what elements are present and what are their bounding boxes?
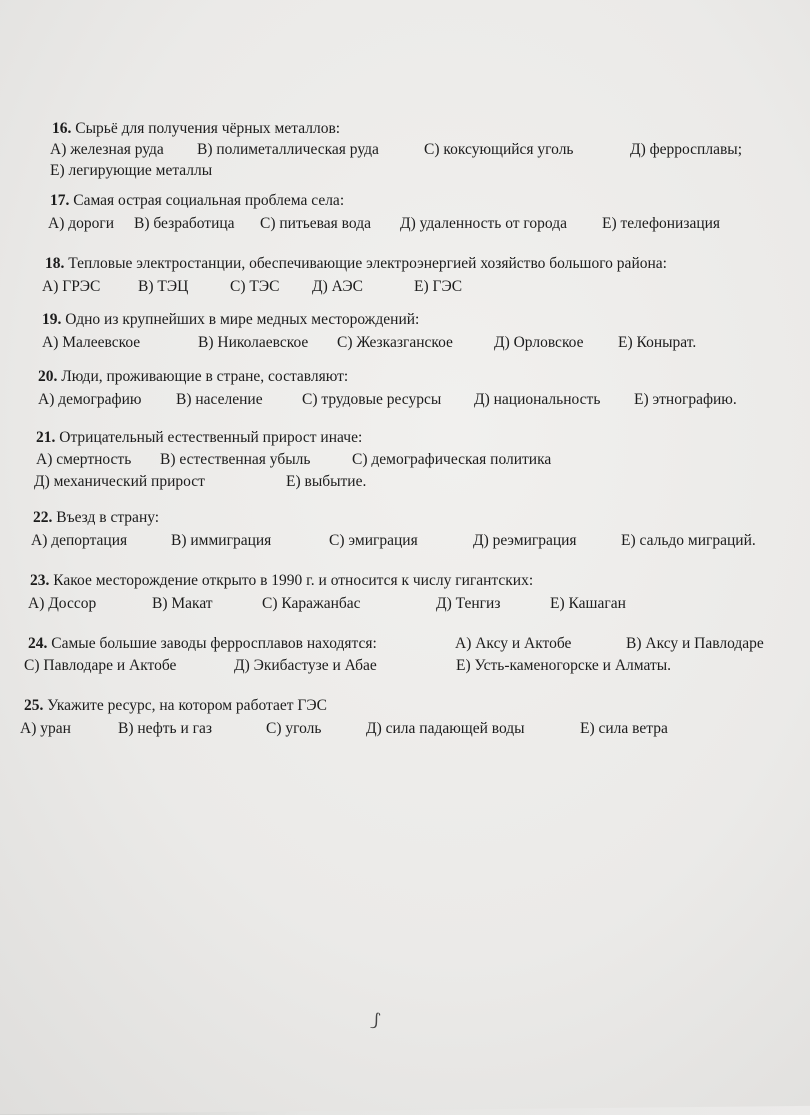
option-b: В) Николаевское [198,334,309,351]
option-b: В) ТЭЦ [138,278,189,295]
option-e: Е) сальдо миграций. [621,532,756,549]
option-d: Д) национальность [474,391,601,408]
question-number: 22. [33,509,53,526]
option-d: Д) реэмиграция [473,532,577,549]
question-number: 25. [24,697,44,714]
question-text: Люди, проживающие в стране, составляют: [61,368,349,385]
option-d: Д) ферросплавы; [630,141,742,158]
question-18 [42,253,667,295]
option-a: А) железная руда [50,141,164,158]
option-e: Е) ГЭС [414,278,463,295]
option-c: С) ТЭС [230,278,280,295]
option-c: С) трудовые ресурсы [302,391,442,408]
question-25 [20,695,668,737]
question-number: 21. [36,429,56,446]
question-number: 20. [38,368,58,385]
question-text: Въезд в страну: [56,509,160,526]
option-b: В) население [176,391,263,408]
option-e: Е) Кашаган [550,595,626,612]
option-a: А) ГРЭС [42,278,101,295]
option-d: Д) Экибастузе и Абае [234,657,377,674]
option-d: Д) Орловское [494,334,584,351]
question-20 [38,366,737,408]
option-d: Д) механический прирост [34,473,205,490]
option-c: С) Жезказганское [337,334,453,351]
question-text: Одно из крупнейших в мире медных месторождений: [65,311,420,328]
option-c: С) коксующийся уголь [424,141,574,158]
option-e: Е) легирующие металлы [50,162,213,179]
question-text: Какое месторождение открыто в 1990 г. и относится к числу гигантских: [53,572,534,589]
question-text: Отрицательный естественный прирост иначе: [59,429,363,446]
question-text: Тепловые электростанции, обеспечивающие электроэнергией хозяйство большого района: [68,255,667,272]
option-c: С) уголь [266,720,322,737]
question-19 [42,309,697,351]
option-a: А) уран [20,720,71,737]
option-e: Е) Усть-каменогорске и Алматы. [456,657,672,674]
option-e: Е) Конырат. [618,334,697,351]
question-text: Укажите ресурс, на котором работает ГЭС [47,697,327,714]
option-b: В) нефть и газ [118,720,213,737]
option-c: С) Павлодаре и Актобе [24,657,177,674]
pencil-mark: ⟆ [368,1009,383,1031]
question-number: 17. [50,192,70,209]
option-a: А) смертность [36,451,132,468]
option-e: Е) выбытие. [286,473,367,490]
question-24 [24,633,764,675]
option-a: А) дороги [48,215,115,232]
option-c: С) питьевая вода [260,215,371,232]
question-16 [50,118,742,181]
option-b: В) Макат [152,595,213,612]
option-a: А) Малеевское [42,334,141,351]
question-22 [31,507,756,549]
option-d: Д) Тенгиз [436,595,501,612]
question-number: 18. [45,255,65,272]
option-b: В) иммиграция [171,532,272,549]
question-23 [28,570,626,612]
question-text: Сырьё для получения чёрных металлов: [75,120,341,137]
question-number: 19. [42,311,62,328]
option-a: А) Аксу и Актобе [455,635,572,652]
option-b: В) естественная убыль [160,451,311,468]
question-number: 24. [28,635,48,652]
option-e: Е) сила ветра [580,720,668,737]
option-a: А) Доссор [28,595,97,612]
question-21 [34,427,552,490]
option-e: Е) этнографию. [634,391,737,408]
option-d: Д) сила падающей воды [366,720,525,737]
option-b: В) Аксу и Павлодаре [626,635,764,652]
option-e: Е) телефонизация [602,215,721,232]
option-c: С) Каражанбас [262,595,361,612]
question-number: 16. [52,120,72,137]
option-a: А) демографию [38,391,142,408]
question-text: Самые большие заводы ферросплавов находятся: [51,635,377,652]
option-a: А) депортация [31,532,128,549]
question-17 [48,190,721,232]
option-b: В) безработица [134,215,235,232]
option-d: Д) АЭС [312,278,363,295]
option-d: Д) удаленность от города [400,215,567,232]
option-c: С) демографическая политика [352,451,552,468]
question-number: 23. [30,572,50,589]
question-text: Самая острая социальная проблема села: [73,192,345,209]
option-b: В) полиметаллическая руда [197,141,379,158]
option-c: С) эмиграция [329,532,418,549]
